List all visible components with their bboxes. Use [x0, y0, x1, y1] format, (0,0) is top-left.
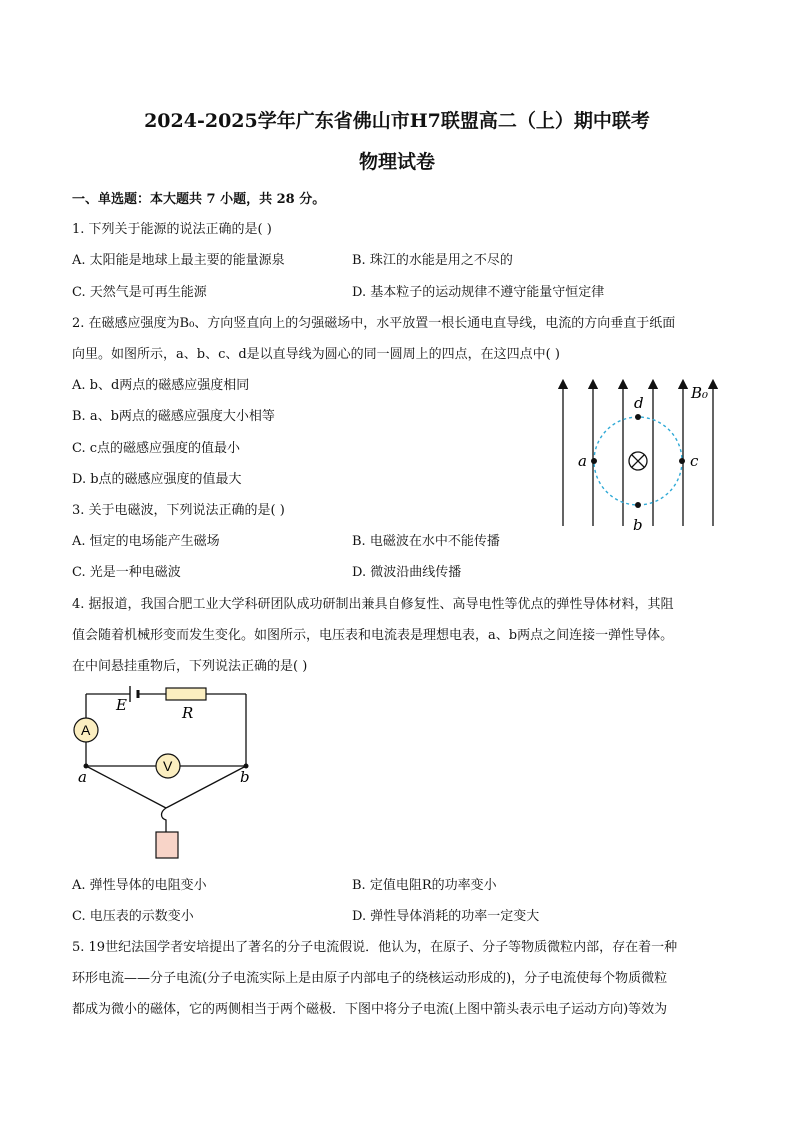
- point-d-dot: [635, 414, 641, 420]
- q2-option-d: D. b点的磁感应强度的值最大: [72, 472, 242, 487]
- q1-stem: 1. 下列关于能源的说法正确的是( ): [72, 222, 272, 237]
- q5-line2: 环形电流——分子电流(分子电流实际上是由原子内部电子的绕核运动形成的)，分子电流使每个物质微粒: [72, 971, 668, 986]
- q3-option-a: A. 恒定的电场能产生磁场: [72, 534, 220, 549]
- label-b: b: [633, 516, 643, 534]
- q1-option-a: A. 太阳能是地球上最主要的能量源泉: [72, 253, 285, 268]
- current-into-page-icon: [629, 452, 647, 470]
- label-e: E: [116, 696, 127, 714]
- exam-title: 2024-2025学年广东省佛山市H7联盟高二（上）期中联考: [144, 110, 650, 132]
- q3-option-b: B. 电磁波在水中不能传播: [352, 534, 500, 549]
- label-b0: B₀: [691, 384, 709, 402]
- label-a: a: [578, 452, 587, 470]
- q4-option-c: C. 电压表的示数变小: [72, 909, 194, 924]
- battery-icon: [130, 686, 138, 702]
- q4-option-b: B. 定值电阻R的功率变小: [352, 878, 497, 893]
- q5-line3: 都成为微小的磁体，它的两侧相当于两个磁极．下图中将分子电流(上图中箭头表示电子运动方向)等效为: [72, 1002, 668, 1017]
- q1-option-b: B. 珠江的水能是用之不尽的: [352, 253, 513, 268]
- q4-option-d: D. 弹性导体消耗的功率一定变大: [352, 909, 540, 924]
- q1-option-d: D. 基本粒子的运动规律不遵守能量守恒定律: [352, 285, 605, 300]
- q4-stem-line1: 4. 据报道，我国合肥工业大学科研团队成功研制出兼具自修复性、高导电性等优点的弹性导体材料，其阻: [72, 597, 674, 612]
- q5-line1: 5. 19世纪法国学者安培提出了著名的分子电流假说．他认为，在原子、分子等物质微粒内部，存在着一种: [72, 940, 678, 955]
- point-b-dot: [635, 502, 641, 508]
- q3-option-c: C. 光是一种电磁波: [72, 565, 181, 580]
- section-heading: 一、单选题：本大题共 7 小题，共 28 分。: [72, 192, 326, 207]
- q1-option-c: C. 天然气是可再生能源: [72, 285, 207, 300]
- ammeter-icon: [74, 718, 98, 742]
- q2-stem-line2: 向里。如图所示，a、b、c、d是以直导线为圆心的同一圆周上的四点，在这四点中( ): [72, 347, 560, 362]
- q2-option-b: B. a、b两点的磁感应强度大小相等: [72, 409, 275, 424]
- label-d: d: [634, 394, 644, 412]
- resistor-icon: [166, 688, 206, 700]
- q4-stem-line3: 在中间悬挂重物后，下列说法正确的是( ): [72, 659, 308, 674]
- q4-option-a: A. 弹性导体的电阻变小: [72, 878, 207, 893]
- label-r: R: [182, 704, 194, 722]
- q3-option-d: D. 微波沿曲线传播: [352, 565, 462, 580]
- ammeter-label: A: [81, 722, 91, 738]
- label-node-b: b: [240, 768, 250, 786]
- label-c: c: [690, 452, 699, 470]
- q4-stem-line2: 值会随着机械形变而发生变化。如图所示，电压表和电流表是理想电表，a、b两点之间连接一弹性导体。: [72, 628, 674, 643]
- q2-option-a: A. b、d两点的磁感应强度相同: [72, 378, 250, 393]
- exam-subtitle: 物理试卷: [358, 151, 435, 173]
- q3-stem: 3. 关于电磁波，下列说法正确的是( ): [72, 503, 285, 518]
- hanging-weight: [156, 832, 178, 858]
- q2-stem-line1: 2. 在磁感应强度为B₀、方向竖直向上的匀强磁场中，水平放置一根长通电直导线，电流的方向垂直于纸面: [72, 316, 676, 331]
- q2-option-c: C. c点的磁感应强度的值最小: [72, 441, 241, 456]
- label-node-a: a: [78, 768, 87, 786]
- point-a-dot: [591, 458, 597, 464]
- point-c-dot: [679, 458, 685, 464]
- magnetic-field-figure: [548, 376, 728, 536]
- circuit-figure: [68, 682, 268, 862]
- voltmeter-label: V: [163, 758, 173, 774]
- voltmeter-icon: [156, 754, 180, 778]
